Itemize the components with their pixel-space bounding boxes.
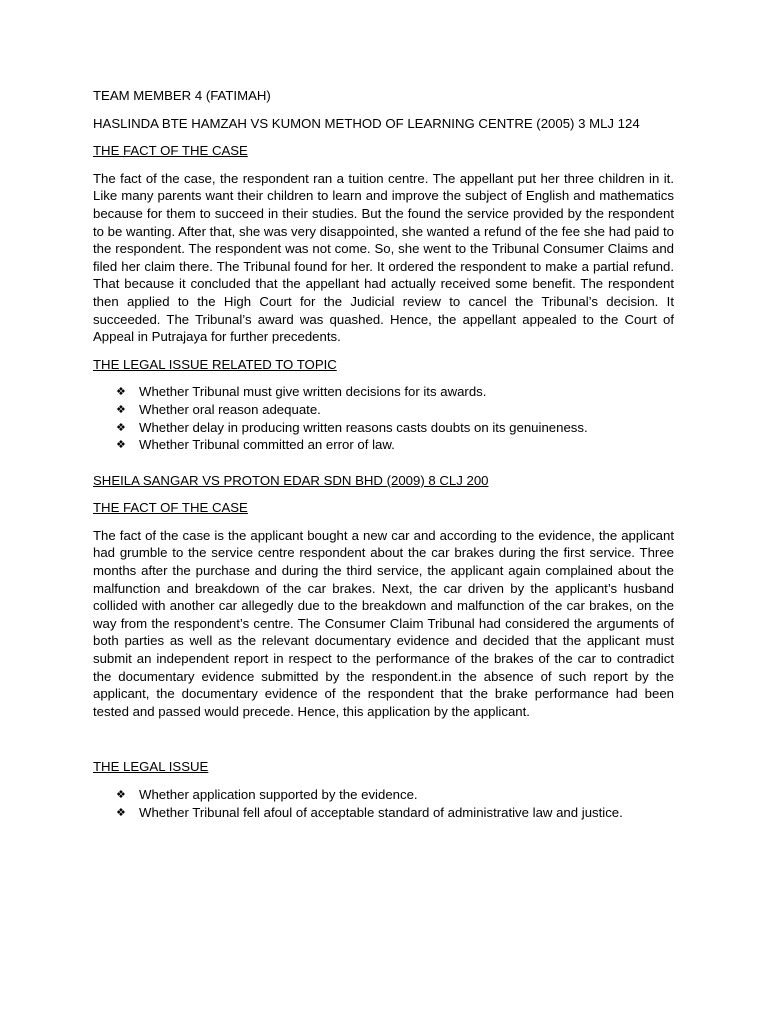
case1-title: HASLINDA BTE HAMZAH VS KUMON METHOD OF LEARNING CENTRE (2005) 3 MLJ 124 bbox=[93, 115, 640, 131]
case2-title: SHEILA SANGAR VS PROTON EDAR SDN BHD (2009) 8 CLJ 200 bbox=[93, 472, 489, 488]
case2-issues-list bbox=[93, 786, 674, 821]
case2-facts-paragraph: The fact of the case is the applicant bought a new car and according to the evidence, the applicant had grumble to the service centre respondent about the car brakes during the first service. Three months after the purchase and during the third service, the applicant again complained about the malfunction and breakdown of the car brakes. Next, the car driven by the applicant’s husband collided with another car allegedly due to the breakdown and malfunction of the car brakes, on the way from the respondent’s centre. The Consumer Claim Tribunal had considered the arguments of both parties as well as the relevant documentary evidence and decided that the applicant must submit an independent report in respect to the performance of the brakes of the car to contradict the documentary evidence submitted by the respondent.in the absence of such report by the applicant, the documentary evidence of the respondent that the brake performance had been tested and passed would precede. Hence, this application by the applicant. bbox=[93, 527, 674, 719]
diamond-bullet-icon: ❖ bbox=[116, 788, 126, 801]
document-body bbox=[93, 87, 674, 821]
case1-issues-heading: THE LEGAL ISSUE RELATED TO TOPIC bbox=[93, 356, 337, 372]
team-member-heading: TEAM MEMBER 4 (FATIMAH) bbox=[93, 88, 271, 103]
case1-facts-paragraph: The fact of the case, the respondent ran a tuition centre. The appellant put her three children in it. Like many parents want their children to learn and improve the subject of English and mathematics because for them to succeed in their studies. But the found the service provided by the respondent to be wanting. After that, she was very disappointed, she wanted a refund of the fee she had paid to the respondent. The respondent was not come. So, she went to the Tribunal Consumer Claims and filed her claim there. The Tribunal found for her. It ordered the respondent to make a partial refund. That because it concluded that the appellant had actually received some benefit. The respondent then applied to the High Court for the Judicial review to cancel the Tribunal’s decision. It succeeded. The Tribunal’s award was quashed. Hence, the appellant appealed to the Court of Appeal in Putrajaya for further precedents. bbox=[93, 170, 674, 345]
diamond-bullet-icon: ❖ bbox=[116, 402, 126, 416]
list-item: ❖ Whether application supported by the evidence. bbox=[116, 787, 418, 802]
list-item: ❖ Whether Tribunal must give written decisions for its awards. bbox=[116, 384, 487, 400]
spacer bbox=[93, 730, 674, 758]
diamond-bullet-icon: ❖ bbox=[116, 438, 126, 452]
case2-facts-heading: THE FACT OF THE CASE bbox=[93, 500, 248, 516]
diamond-bullet-icon: ❖ bbox=[116, 385, 126, 399]
list-item: ❖ Whether Tribunal committed an error of law. bbox=[116, 437, 395, 453]
case1-facts-heading: THE FACT OF THE CASE bbox=[93, 143, 248, 159]
list-item: ❖ Whether Tribunal fell afoul of acceptable standard of administrative law and justice. bbox=[116, 804, 623, 820]
diamond-bullet-icon: ❖ bbox=[116, 805, 126, 819]
case1-issues-list bbox=[93, 383, 674, 453]
list-item: ❖ Whether oral reason adequate. bbox=[116, 401, 321, 417]
case2-issues-heading: THE LEGAL ISSUE bbox=[93, 759, 209, 775]
spacer bbox=[93, 454, 674, 472]
diamond-bullet-icon: ❖ bbox=[116, 420, 126, 434]
list-item: ❖ Whether delay in producing written reasons casts doubts on its genuineness. bbox=[116, 419, 588, 435]
